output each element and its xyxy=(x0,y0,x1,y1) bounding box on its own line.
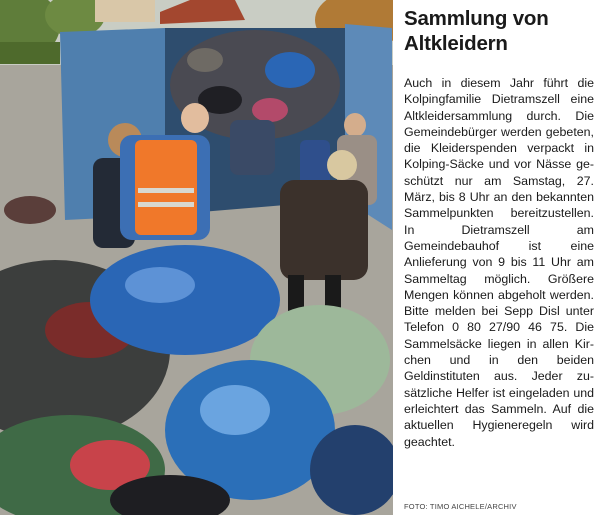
bag-blue-highlight xyxy=(125,267,195,303)
clothes-ground xyxy=(4,196,56,224)
person-working xyxy=(230,120,275,175)
article-body: Auch in diesem Jahr führt die Kolpingfamilie Dietramszell eine Altkleidersammlung durch. Die Gemeindebürger werden gebeten, die Kleiderspenden verpackt in Kolping-Säcke und vor Nässe geschützt nur am Samstag, 27. März, bis 8 Uhr an den bekannten Sammelpunkten bereitzustellen. In Dietramszell am Gemeindebauhof ist eine Anlieferung von 9 bis 11 Uhr am Sammeltag möglich. Größere Mengen können abgeholt werden. Bitte melden bei Sepp Disl unter Telefon 0 80 27/90 46 75. Die Sammelsäcke liegen in allen Kirchen und in den beiden Geldinstituten aus. Jeder zusätzliche Helfer ist eingeladen und erleichtert das Sammeln. Auf die aktuellen Hygieneregeln wird geachtet. xyxy=(404,76,594,449)
safety-vest xyxy=(135,140,197,235)
person-right-face xyxy=(344,113,366,137)
hedge xyxy=(0,42,60,64)
bag-pink xyxy=(252,98,288,122)
vest-stripe-2 xyxy=(138,202,194,207)
photo-credit: FOTO: TIMO AICHELE/ARCHIV xyxy=(404,502,517,511)
bag-blue-top xyxy=(90,245,280,355)
vest-stripe xyxy=(138,188,194,193)
bag-in-container xyxy=(265,52,315,88)
woman-hair xyxy=(327,150,357,180)
woman-coat xyxy=(280,180,368,280)
article-headline: Sammlung von Altkleidern xyxy=(404,7,549,55)
article xyxy=(404,6,594,450)
bag-blue-front-highlight xyxy=(200,385,270,435)
house xyxy=(95,0,155,22)
bag-grey xyxy=(187,48,223,72)
person-face xyxy=(181,103,209,133)
